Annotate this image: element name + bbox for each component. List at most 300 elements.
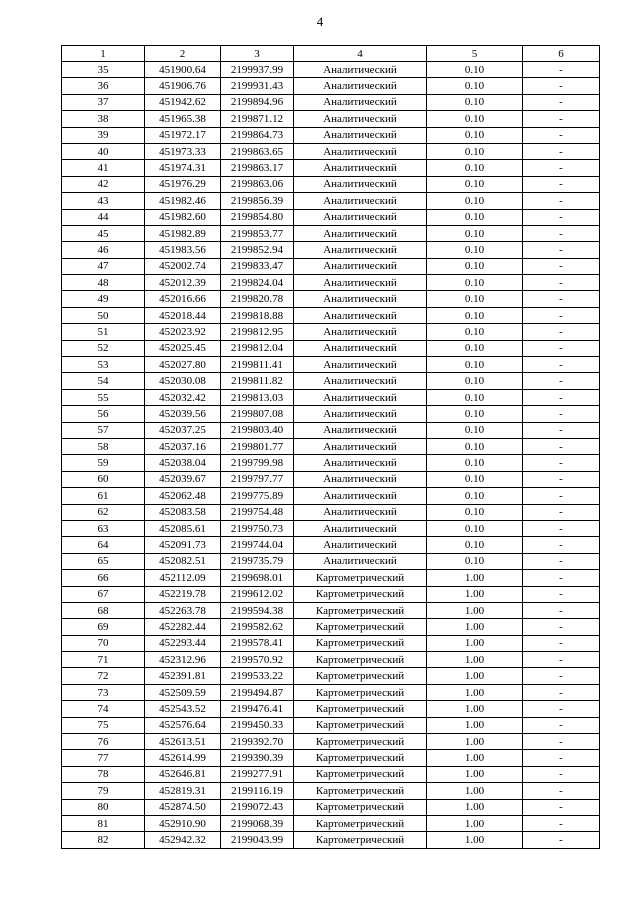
table-cell: 0.10	[427, 143, 523, 159]
table-cell: -	[523, 160, 600, 176]
table-cell: 0.10	[427, 520, 523, 536]
table-cell: 2199856.39	[221, 193, 294, 209]
table-cell: -	[523, 94, 600, 110]
table-cell: 0.10	[427, 62, 523, 78]
table-cell: Картометрический	[294, 652, 427, 668]
table-cell: 2199824.04	[221, 275, 294, 291]
table-cell: -	[523, 586, 600, 602]
table-cell: 47	[62, 258, 145, 274]
table-cell: -	[523, 127, 600, 143]
table-cell: 0.10	[427, 340, 523, 356]
table-row	[62, 225, 600, 241]
table-cell: 75	[62, 717, 145, 733]
table-cell: Аналитический	[294, 422, 427, 438]
table-cell: Аналитический	[294, 258, 427, 274]
table-cell: 44	[62, 209, 145, 225]
table-cell: -	[523, 488, 600, 504]
table-cell: 2199797.77	[221, 471, 294, 487]
table-cell: 0.10	[427, 357, 523, 373]
table-cell: 67	[62, 586, 145, 602]
table-cell: -	[523, 291, 600, 307]
table-cell: 2199833.47	[221, 258, 294, 274]
table-cell: 0.10	[427, 193, 523, 209]
table-cell: 452613.51	[145, 734, 221, 750]
table-cell: 0.10	[427, 553, 523, 569]
table-row	[62, 553, 600, 569]
table-cell: 452027.80	[145, 357, 221, 373]
table-header-row	[62, 46, 600, 62]
table-cell: 1.00	[427, 750, 523, 766]
table-row	[62, 750, 600, 766]
table-cell: 81	[62, 815, 145, 831]
table-cell: 66	[62, 570, 145, 586]
table-cell: Аналитический	[294, 373, 427, 389]
table-cell: 0.10	[427, 389, 523, 405]
table-cell: -	[523, 832, 600, 848]
table-cell: 0.10	[427, 176, 523, 192]
table-cell: 1.00	[427, 766, 523, 782]
table-cell: 0.10	[427, 504, 523, 520]
table-cell: -	[523, 652, 600, 668]
table-cell: 452219.78	[145, 586, 221, 602]
table-cell: 46	[62, 242, 145, 258]
table-cell: 1.00	[427, 635, 523, 651]
table-cell: 2199863.65	[221, 143, 294, 159]
table-cell: 452018.44	[145, 307, 221, 323]
table-cell: -	[523, 783, 600, 799]
table-cell: 451976.29	[145, 176, 221, 192]
table-cell: 0.10	[427, 209, 523, 225]
table-cell: Картометрический	[294, 734, 427, 750]
table-cell: 0.10	[427, 225, 523, 241]
table-cell: 2199864.73	[221, 127, 294, 143]
table-cell: 452085.61	[145, 520, 221, 536]
table-cell: 0.10	[427, 488, 523, 504]
table-cell: 0.10	[427, 94, 523, 110]
table-cell: 76	[62, 734, 145, 750]
table-cell: 2199116.19	[221, 783, 294, 799]
table-cell: -	[523, 815, 600, 831]
table-cell: -	[523, 258, 600, 274]
table-cell: 0.10	[427, 455, 523, 471]
table-row	[62, 62, 600, 78]
table-row	[62, 799, 600, 815]
table-row	[62, 406, 600, 422]
table-cell: Картометрический	[294, 635, 427, 651]
table-cell: 1.00	[427, 815, 523, 831]
table-row	[62, 94, 600, 110]
table-cell: 2199043.99	[221, 832, 294, 848]
table-cell: 2199801.77	[221, 438, 294, 454]
table-row	[62, 291, 600, 307]
table-cell: 1.00	[427, 799, 523, 815]
table-cell: 2199811.41	[221, 357, 294, 373]
table-cell: 2199494.87	[221, 684, 294, 700]
table-cell: 0.10	[427, 111, 523, 127]
table-cell: Аналитический	[294, 275, 427, 291]
table-cell: -	[523, 570, 600, 586]
table-cell: 452942.32	[145, 832, 221, 848]
table-cell: -	[523, 78, 600, 94]
table-cell: 452312.96	[145, 652, 221, 668]
table-cell: 451982.46	[145, 193, 221, 209]
table-cell: -	[523, 422, 600, 438]
table-cell: 2199612.02	[221, 586, 294, 602]
table-cell: 2199578.41	[221, 635, 294, 651]
table-cell: 62	[62, 504, 145, 520]
table-cell: 2199854.80	[221, 209, 294, 225]
table-row	[62, 652, 600, 668]
table-cell: Аналитический	[294, 389, 427, 405]
table-cell: Картометрический	[294, 570, 427, 586]
table-cell: -	[523, 684, 600, 700]
table-cell: -	[523, 143, 600, 159]
table-cell: 451973.33	[145, 143, 221, 159]
table-cell: 452062.48	[145, 488, 221, 504]
table-cell: 452391.81	[145, 668, 221, 684]
table-cell: 0.10	[427, 78, 523, 94]
column-header: 5	[427, 46, 523, 62]
table-cell: 2199754.48	[221, 504, 294, 520]
table-row	[62, 438, 600, 454]
table-row	[62, 619, 600, 635]
table-cell: 2199803.40	[221, 422, 294, 438]
table-cell: 452002.74	[145, 258, 221, 274]
table-cell: 2199390.39	[221, 750, 294, 766]
table-cell: 51	[62, 324, 145, 340]
table-cell: Картометрический	[294, 602, 427, 618]
table-cell: 0.10	[427, 307, 523, 323]
column-header: 2	[145, 46, 221, 62]
table-row	[62, 766, 600, 782]
table-row	[62, 668, 600, 684]
table-cell: Аналитический	[294, 455, 427, 471]
table-cell: -	[523, 520, 600, 536]
table-cell: -	[523, 619, 600, 635]
column-header: 3	[221, 46, 294, 62]
table-cell: Аналитический	[294, 143, 427, 159]
table-cell: -	[523, 242, 600, 258]
table-row	[62, 275, 600, 291]
table-cell: 77	[62, 750, 145, 766]
table-cell: Картометрический	[294, 783, 427, 799]
table-cell: 452263.78	[145, 602, 221, 618]
table-cell: 2199931.43	[221, 78, 294, 94]
table-cell: 451965.38	[145, 111, 221, 127]
table-cell: Аналитический	[294, 111, 427, 127]
table-cell: -	[523, 275, 600, 291]
table-cell: 40	[62, 143, 145, 159]
table-cell: 78	[62, 766, 145, 782]
table-cell: 2199820.78	[221, 291, 294, 307]
table-cell: 452039.56	[145, 406, 221, 422]
table-row	[62, 488, 600, 504]
table-cell: 452037.25	[145, 422, 221, 438]
table-cell: 2199894.96	[221, 94, 294, 110]
table-cell: Картометрический	[294, 815, 427, 831]
column-header: 1	[62, 46, 145, 62]
table-cell: 452910.90	[145, 815, 221, 831]
table-cell: -	[523, 438, 600, 454]
table-cell: Аналитический	[294, 291, 427, 307]
table-cell: 0.10	[427, 291, 523, 307]
table-cell: -	[523, 373, 600, 389]
coordinates-table	[61, 45, 600, 849]
table-row	[62, 78, 600, 94]
table-cell: 1.00	[427, 570, 523, 586]
table-cell: -	[523, 111, 600, 127]
table-cell: 55	[62, 389, 145, 405]
table-cell: Аналитический	[294, 537, 427, 553]
table-row	[62, 520, 600, 536]
table-cell: 39	[62, 127, 145, 143]
table-row	[62, 635, 600, 651]
table-cell: 2199863.06	[221, 176, 294, 192]
table-cell: Аналитический	[294, 471, 427, 487]
table-cell: 2199392.70	[221, 734, 294, 750]
table-row	[62, 537, 600, 553]
table-cell: -	[523, 537, 600, 553]
table-cell: 53	[62, 357, 145, 373]
table-row	[62, 717, 600, 733]
table-cell: 63	[62, 520, 145, 536]
table-cell: 54	[62, 373, 145, 389]
table-cell: 2199813.03	[221, 389, 294, 405]
table-cell: Аналитический	[294, 340, 427, 356]
table-cell: 452016.66	[145, 291, 221, 307]
table-row	[62, 209, 600, 225]
table-cell: -	[523, 717, 600, 733]
table-cell: 451900.64	[145, 62, 221, 78]
table-cell: -	[523, 750, 600, 766]
table-cell: 35	[62, 62, 145, 78]
table-cell: 36	[62, 78, 145, 94]
table-cell: -	[523, 504, 600, 520]
table-cell: -	[523, 324, 600, 340]
table-cell: Аналитический	[294, 307, 427, 323]
table-cell: 452083.58	[145, 504, 221, 520]
table-cell: 452037.16	[145, 438, 221, 454]
table-cell: 2199853.77	[221, 225, 294, 241]
table-cell: -	[523, 471, 600, 487]
table-cell: 65	[62, 553, 145, 569]
table-cell: 2199582.62	[221, 619, 294, 635]
table-cell: Аналитический	[294, 357, 427, 373]
table-row	[62, 111, 600, 127]
table-row	[62, 684, 600, 700]
table-cell: -	[523, 209, 600, 225]
table-cell: Картометрический	[294, 799, 427, 815]
table-cell: Аналитический	[294, 209, 427, 225]
table-cell: 452293.44	[145, 635, 221, 651]
table-cell: 80	[62, 799, 145, 815]
table-cell: Аналитический	[294, 127, 427, 143]
table-cell: 451982.89	[145, 225, 221, 241]
table-cell: 71	[62, 652, 145, 668]
table-cell: 0.10	[427, 258, 523, 274]
table-cell: -	[523, 225, 600, 241]
table-cell: 2199750.73	[221, 520, 294, 536]
table-cell: 60	[62, 471, 145, 487]
table-row	[62, 242, 600, 258]
table-cell: Картометрический	[294, 766, 427, 782]
table-cell: 57	[62, 422, 145, 438]
table-cell: 82	[62, 832, 145, 848]
table-cell: 452509.59	[145, 684, 221, 700]
table-cell: Аналитический	[294, 94, 427, 110]
table-cell: 452112.09	[145, 570, 221, 586]
table-cell: -	[523, 193, 600, 209]
table-row	[62, 570, 600, 586]
table-cell: Аналитический	[294, 193, 427, 209]
table-row	[62, 160, 600, 176]
table-cell: Аналитический	[294, 324, 427, 340]
table-cell: -	[523, 799, 600, 815]
table-cell: Аналитический	[294, 553, 427, 569]
table-cell: 2199818.88	[221, 307, 294, 323]
table-cell: 452025.45	[145, 340, 221, 356]
table-cell: 452874.50	[145, 799, 221, 815]
table-cell: 2199450.33	[221, 717, 294, 733]
column-header: 4	[294, 46, 427, 62]
table-row	[62, 127, 600, 143]
table-cell: 0.10	[427, 160, 523, 176]
table-cell: 1.00	[427, 717, 523, 733]
table-cell: 451906.76	[145, 78, 221, 94]
table-cell: -	[523, 406, 600, 422]
table-cell: Аналитический	[294, 242, 427, 258]
table-cell: 1.00	[427, 586, 523, 602]
table-cell: 2199735.79	[221, 553, 294, 569]
table-cell: -	[523, 340, 600, 356]
table-cell: -	[523, 389, 600, 405]
table-cell: Картометрический	[294, 750, 427, 766]
table-row	[62, 307, 600, 323]
table-cell: 1.00	[427, 701, 523, 717]
table-row	[62, 471, 600, 487]
table-cell: 41	[62, 160, 145, 176]
table-cell: Аналитический	[294, 438, 427, 454]
table-cell: 73	[62, 684, 145, 700]
page-number: 4	[316, 14, 324, 29]
table-cell: 2199852.94	[221, 242, 294, 258]
table-cell: 74	[62, 701, 145, 717]
table-cell: 59	[62, 455, 145, 471]
table-cell: 2199533.22	[221, 668, 294, 684]
table-cell: 1.00	[427, 668, 523, 684]
table-cell: 1.00	[427, 602, 523, 618]
table-cell: 451983.56	[145, 242, 221, 258]
table-cell: 38	[62, 111, 145, 127]
table-row	[62, 586, 600, 602]
table-cell: 2199807.08	[221, 406, 294, 422]
table-row	[62, 602, 600, 618]
table-cell: 452012.39	[145, 275, 221, 291]
table-cell: 72	[62, 668, 145, 684]
table-cell: 451982.60	[145, 209, 221, 225]
table-cell: 1.00	[427, 619, 523, 635]
table-cell: -	[523, 553, 600, 569]
table-cell: 2199072.43	[221, 799, 294, 815]
table-cell: -	[523, 455, 600, 471]
table-cell: Картометрический	[294, 701, 427, 717]
table-cell: 2199698.01	[221, 570, 294, 586]
table-cell: Картометрический	[294, 668, 427, 684]
table-cell: 452576.64	[145, 717, 221, 733]
table-cell: 50	[62, 307, 145, 323]
table-cell: Аналитический	[294, 62, 427, 78]
table-cell: 452039.67	[145, 471, 221, 487]
table-cell: 0.10	[427, 373, 523, 389]
table-cell: 43	[62, 193, 145, 209]
table-cell: -	[523, 62, 600, 78]
table-row	[62, 504, 600, 520]
table-row	[62, 701, 600, 717]
table-cell: 0.10	[427, 242, 523, 258]
table-cell: Аналитический	[294, 78, 427, 94]
table-cell: 2199570.92	[221, 652, 294, 668]
table-cell: 61	[62, 488, 145, 504]
table-row	[62, 455, 600, 471]
table-cell: 1.00	[427, 734, 523, 750]
table-cell: 451972.17	[145, 127, 221, 143]
table-cell: Аналитический	[294, 520, 427, 536]
table-cell: -	[523, 701, 600, 717]
table-cell: 0.10	[427, 537, 523, 553]
table-cell: 2199812.04	[221, 340, 294, 356]
table-cell: 1.00	[427, 684, 523, 700]
table-cell: Аналитический	[294, 488, 427, 504]
table-cell: 0.10	[427, 275, 523, 291]
table-cell: Картометрический	[294, 717, 427, 733]
table-cell: -	[523, 734, 600, 750]
table-row	[62, 734, 600, 750]
table-cell: 37	[62, 94, 145, 110]
table-cell: 1.00	[427, 783, 523, 799]
table-cell: 0.10	[427, 471, 523, 487]
table-cell: 2199811.82	[221, 373, 294, 389]
table-cell: 451942.62	[145, 94, 221, 110]
table-cell: 2199937.99	[221, 62, 294, 78]
table-cell: -	[523, 307, 600, 323]
table-cell: 451974.31	[145, 160, 221, 176]
table-cell: 452646.81	[145, 766, 221, 782]
table-cell: -	[523, 357, 600, 373]
table-cell: 452819.31	[145, 783, 221, 799]
table-cell: 52	[62, 340, 145, 356]
table-cell: 2199594.38	[221, 602, 294, 618]
table-cell: 2199799.98	[221, 455, 294, 471]
table-cell: 2199871.12	[221, 111, 294, 127]
table-cell: 2199068.39	[221, 815, 294, 831]
table-row	[62, 193, 600, 209]
table-cell: -	[523, 668, 600, 684]
table-cell: 452038.04	[145, 455, 221, 471]
table-cell: 452282.44	[145, 619, 221, 635]
table-cell: 452091.73	[145, 537, 221, 553]
table-cell: -	[523, 602, 600, 618]
table-cell: 1.00	[427, 832, 523, 848]
table-row	[62, 340, 600, 356]
table-cell: 56	[62, 406, 145, 422]
table-row	[62, 143, 600, 159]
table-cell: Аналитический	[294, 160, 427, 176]
table-cell: 452614.99	[145, 750, 221, 766]
table-cell: 0.10	[427, 438, 523, 454]
table-row	[62, 258, 600, 274]
table-cell: 58	[62, 438, 145, 454]
table-row	[62, 176, 600, 192]
